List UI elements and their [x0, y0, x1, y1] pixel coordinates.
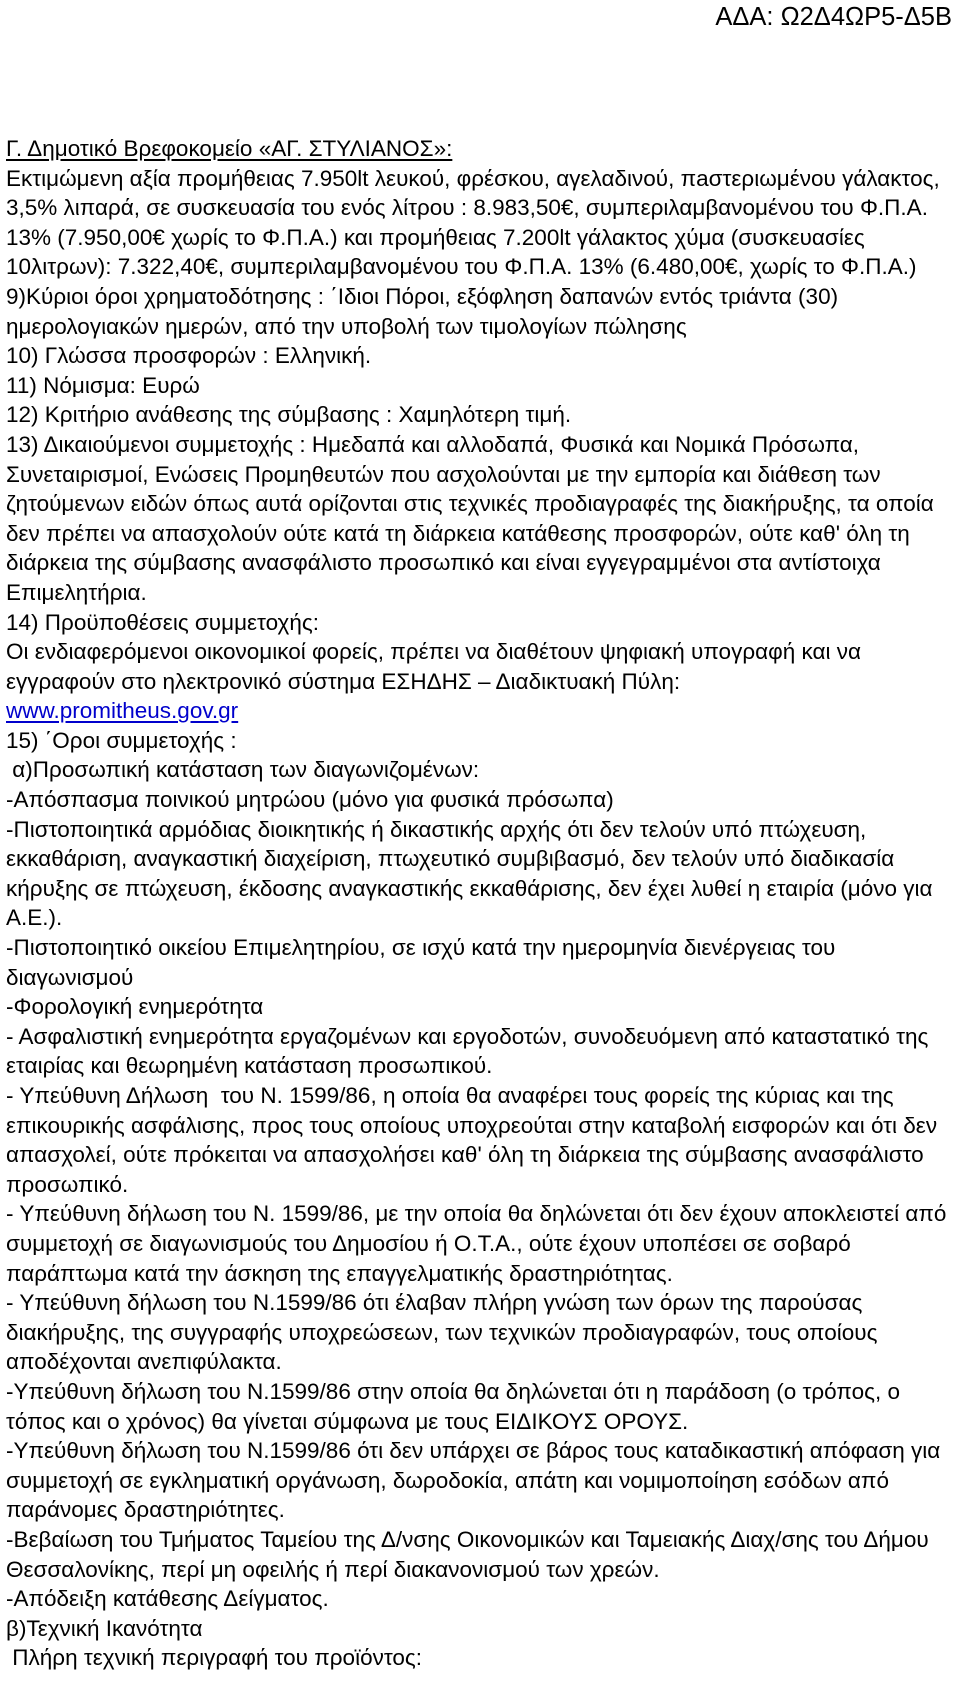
list-item-declaration-conviction: -Υπεύθυνη δήλωση του Ν.1599/86 ότι δεν υπάρχει σε βάρος τους καταδικαστική απόφαση για συμμετοχή σε εγκληματική οργάνωση, δωροδοκία, απάτη και νομιμοποίηση εσόδων από παράνομες δραστηριότητες. [6, 1438, 947, 1523]
promitheus-link[interactable]: www.promitheus.gov.gr [6, 698, 239, 724]
list-item-declaration-delivery: -Υπεύθυνη δήλωση του Ν.1599/86 στην οποία θα δηλώνεται ότι η παράδοση (ο τρόπος, ο τόπος και ο χρόνος) θα γίνεται σύμφωνα με τους ΕΙΔΙΚΟΥΣ ΟΡΟΥΣ. [6, 1378, 907, 1434]
paragraph-participation-terms-title: 15) ΄Οροι συμμετοχής : [6, 727, 237, 753]
list-item-chamber-certificate: -Πιστοποιητικό οικείου Επιμελητηρίου, σε ισχύ κατά την ημερομηνία διενέργειας του διαγωνισμού [6, 935, 842, 990]
paragraph-personal-status-title: α)Προσωπική κατάσταση των διαγωνιζομένων: [6, 757, 480, 783]
list-item-criminal-record: -Απόσπασμα ποινικού μητρώου (μόνο για φυσικά πρόσωπα) [6, 787, 614, 813]
list-item-treasury-certificate: -Βεβαίωση του Τμήματος Ταμείου της Δ/νσης Οικονομικών και Ταμειακής Διαχ/σης του Δήμου Θεσσαλονίκης, περί μη οφειλής ή περί διακανονισμού των χρεών. [6, 1526, 935, 1582]
ada-code: ΑΔΑ: Ω2Δ4ΩΡ5-Δ5Β [715, 3, 952, 31]
list-item-bankruptcy-certificates: -Πιστοποιητικά αρμόδιας διοικητικής ή δικαστικής αρχής ότι δεν τελούν υπό πτώχευση, εκκαθάριση, αναγκαστική διαχείριση, πτωχευτικό συμβιβασμό, δεν τελούν υπό διαδικασία κήρυξης σε πτώχευση, έκδοσης αναγκαστικής εκκαθάρισης, δεν έχει λυθεί η εταιρία (μόνο για Α.Ε.). [6, 816, 938, 931]
paragraph-eligible-participants: 13) Δικαιούμενοι συμμετοχής : Ημεδαπά και αλλοδαπά, Φυσικά και Νομικά Πρόσωπα, Συνεταιρισμοί, Ενώσεις Προμηθευτών που ασχολούνται με την εμπορία και διάθεση των ζητούμενων ειδών όπως αυτά ορίζονται στις τεχνικές προδιαγραφές της διακήρυξης, τα οποία δεν πρέπει να απασχολούν ούτε κατά τη διάρκεια κατάθεσης προσφορών, ούτε καθ' όλη τη διάρκεια της σύμβασης ανασφάλιστο προσωπικό και είναι εγγεγραμμένοι στα αντίστοιχα Επιμελητήρια. [6, 431, 941, 605]
list-item-insurance-clearance: - Ασφαλιστική ενημερότητα εργαζομένων και εργοδοτών, συνοδευόμενη από καταστατικό της εταιρίας και θεωρημένη κατάσταση προσωπικού. [6, 1023, 935, 1079]
paragraph-milk-value: Εκτιμώμενη αξία προμήθειας 7.950lt λευκού, φρέσκου, αγελαδινού, πaστεριωμένου γάλακτος, 3,5% λιπαρά, σε συσκευασία του ενός λίτρου : 8.983,50€, συμπεριλαμβανομένου του Φ.Π.Α. 13% (7.950,00€ χωρίς το Φ.Π.Α.) και προμήθειας 7.200lt γάλακτος χύμα (συσκευασίες 10λιτρων): 7.322,40€, συμπεριλαμβανομένου του Φ.Π.Α. 13% (6.480,00€, χωρίς το Φ.Π.Α.) [6, 165, 946, 280]
paragraph-currency: 11) Νόμισμα: Ευρώ [6, 372, 200, 398]
section-heading: Γ. Δημοτικό Βρεφοκομείο «ΑΓ. ΣΤΥΛΙΑΝΟΣ»: [6, 136, 453, 161]
paragraph-language: 10) Γλώσσα προσφορών : Ελληνική. [6, 343, 372, 369]
paragraph-financing-terms: 9)Κύριοι όροι χρηματοδότησης : ΄Ιδιοι Πόροι, εξόφληση δαπανών εντός τριάντα (30) ημερολογιακών ημερών, από την υποβολή των τιμολογίων πώλησης [6, 283, 845, 339]
paragraph-technical-description: Πλήρη τεχνική περιγραφή του προϊόντος: [6, 1645, 423, 1671]
paragraph-award-criterion: 12) Κριτήριο ανάθεσης της σύμβασης : Χαμηλότερη τιμή. [6, 402, 572, 428]
paragraph-technical-capacity-title: β)Τεχνική Ικανότητα [6, 1615, 203, 1641]
document-body [6, 134, 956, 1673]
paragraph-participation-prerequisites-title: 14) Προϋποθέσεις συμμετοχής: [6, 609, 319, 635]
list-item-declaration-exclusion: - Υπεύθυνη δήλωση του Ν. 1599/86, με την οποία θα δηλώνεται ότι δεν έχουν αποκλειστεί από συμμετοχή σε διαγωνισμούς του Δημοσίου ή Ο.Τ.Α., ούτε έχουν υποπέσει σε σοβαρό παράπτωμα κατά την άσκηση της επαγγελματικής δραστηριότητας. [6, 1201, 953, 1286]
list-item-declaration-insurance: - Υπεύθυνη Δήλωση του Ν. 1599/86, η οποία θα αναφέρει τους φορείς της κύριας και της επικουρικής ασφάλισης, προς τους οποίους υποχρεούται στην καταβολή εισφορών και ότι δεν απασχολεί, ούτε πρόκειται να απασχολήσει καθ' όλη τη διάρκεια της σύμβασης ανασφάλιστο προσωπικό. [6, 1083, 944, 1197]
list-item-declaration-terms: - Υπεύθυνη δήλωση του Ν.1599/86 ότι έλαβαν πλήρη γνώση των όρων της παρούσας διακήρυξης, της συγγραφής υποχρεώσεων, των τεχνικών προδιαγραφών, τους οποίους αποδέχονται ανεπιφύλακτα. [6, 1290, 884, 1375]
list-item-tax-clearance: -Φορολογική ενημερότητα [6, 994, 264, 1020]
list-item-sample-receipt: -Απόδειξη κατάθεσης Δείγματος. [6, 1586, 329, 1612]
paragraph-participation-prerequisites: Οι ενδιαφερόμενοι οικονομικοί φορείς, πρέπει να διαθέτουν ψηφιακή υπογραφή και να εγγραφούν στο ηλεκτρονικό σύστημα ΕΣΗΔΗΣ – Διαδικτυακή Πύλη: [6, 639, 868, 694]
